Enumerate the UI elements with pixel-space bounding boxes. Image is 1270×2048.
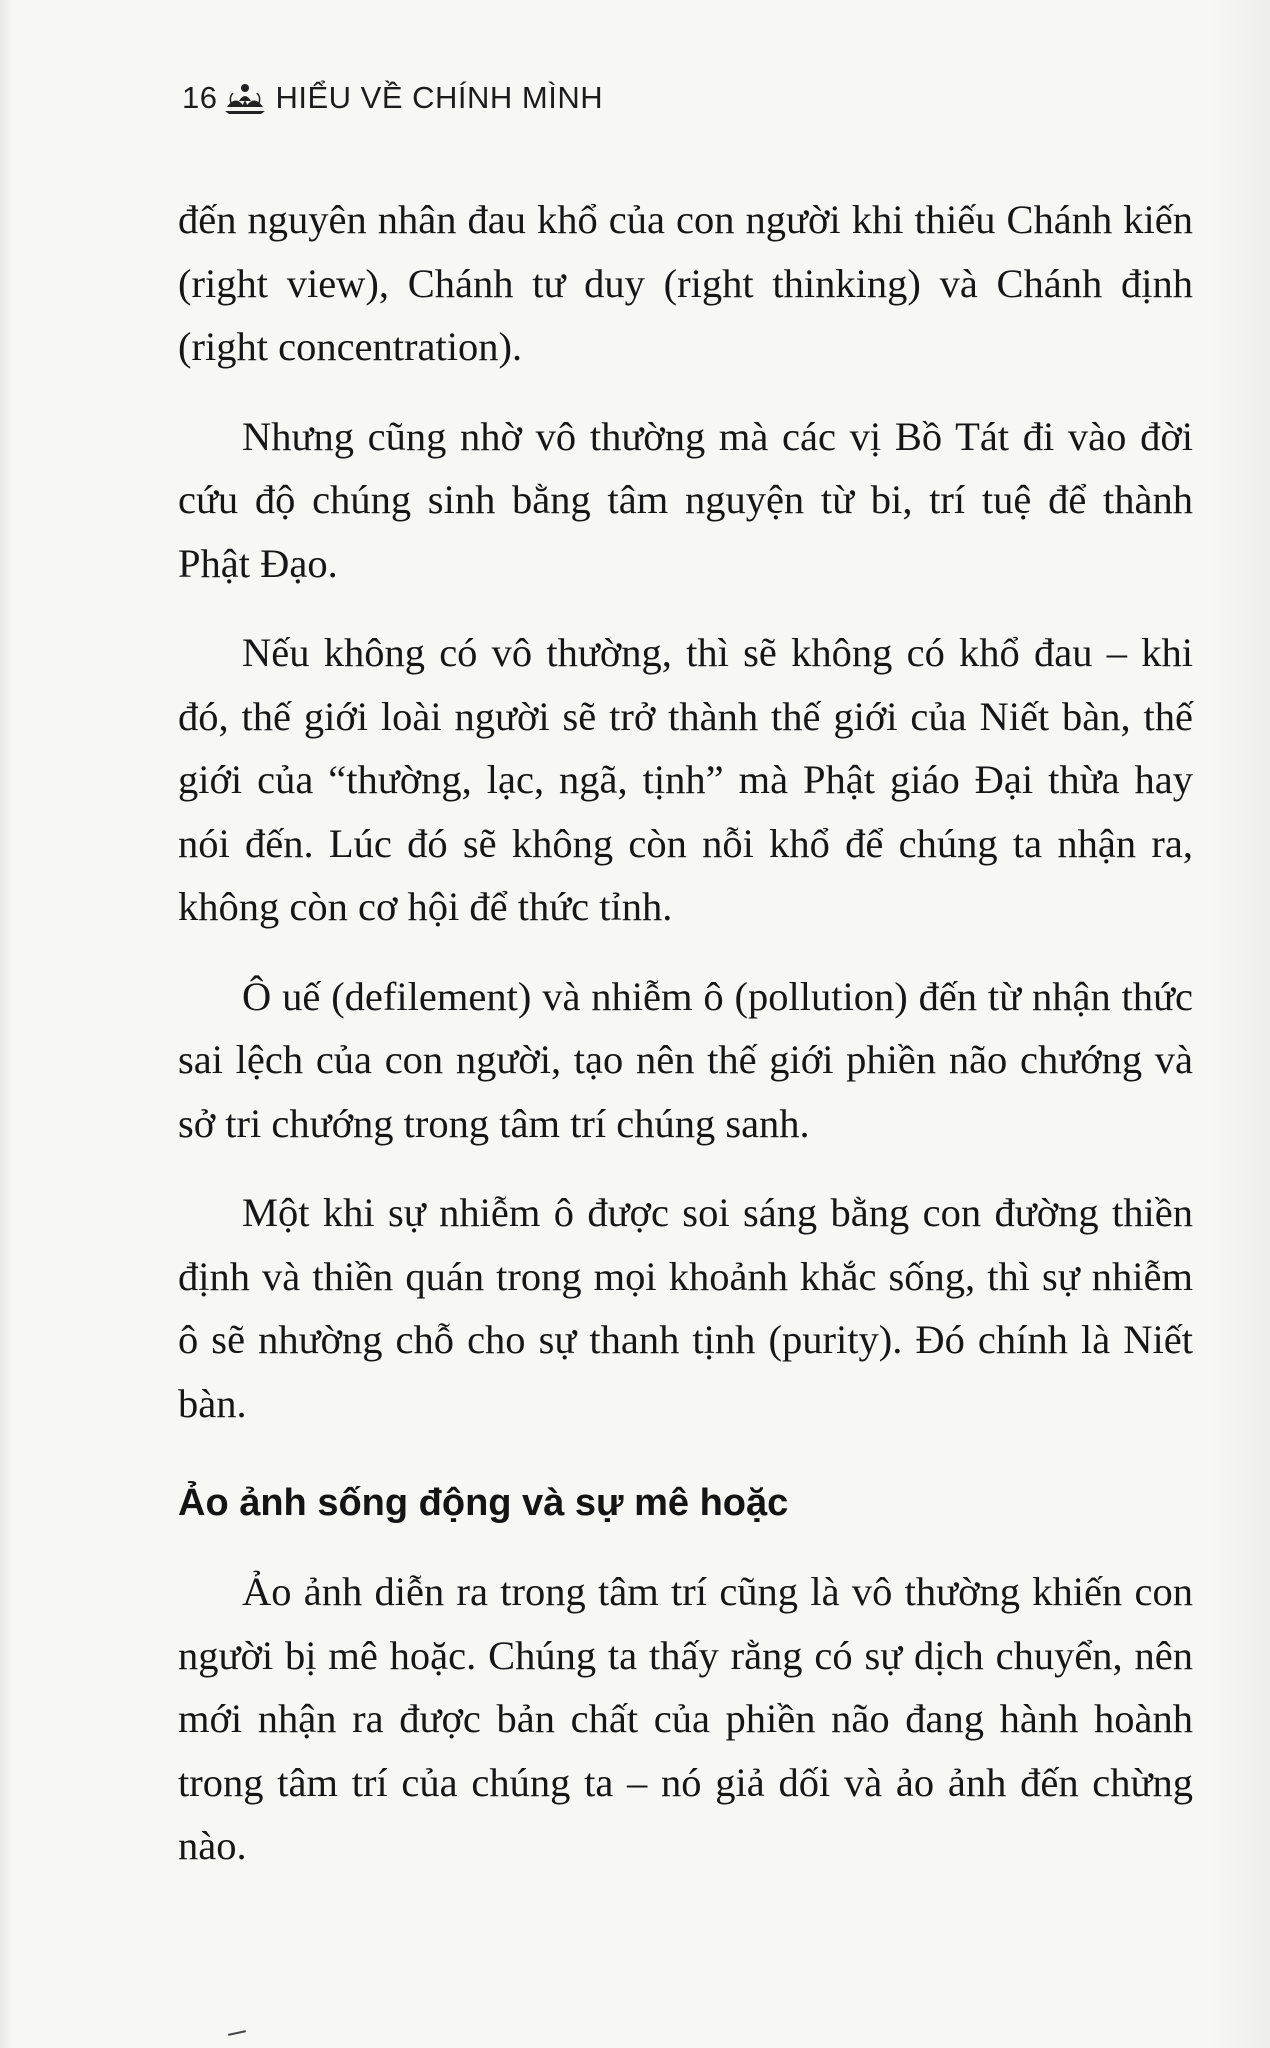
book-title: HIỂU VỀ CHÍNH MÌNH — [275, 80, 604, 115]
section-text — [178, 1560, 1193, 1878]
page-mark — [228, 2030, 246, 2036]
section-heading: Ảo ảnh sống động và sự mê hoặc — [178, 1482, 789, 1524]
main-text — [178, 188, 1193, 1435]
paragraph: đến nguyên nhân đau khổ của con người khi thiếu Chánh kiến (right view), Chánh tư duy (right thinking) và Chánh định (right concentration). — [178, 197, 1193, 369]
paragraph: Nếu không có vô thường, thì sẽ không có khổ đau – khi đó, thế giới loài người sẽ trở thành thế giới của Niết bàn, thế giới của “thường, lạc, ngã, tịnh” mà Phật giáo Đại thừa hay nói đến. Lúc đó sẽ không còn nỗi khổ để chúng ta nhận ra, không còn cơ hội để thức tỉnh. — [178, 630, 1193, 929]
lotus-buddha-icon — [223, 81, 267, 115]
page-gutter-shadow — [0, 0, 14, 2048]
page-edge-shadow — [1210, 0, 1270, 2048]
paragraph: Ảo ảnh diễn ra trong tâm trí cũng là vô thường khiến con người bị mê hoặc. Chúng ta thấy rằng có sự dịch chuyển, nên mới nhận ra được bản chất của phiền não đang hành hoành trong tâm trí của chúng ta – nó giả dối và ảo ảnh đến chừng nào. — [178, 1569, 1193, 1868]
page-number: 16 — [182, 80, 218, 115]
paragraph: Ô uế (defilement) và nhiễm ô (pollution) đến từ nhận thức sai lệch của con người, tạo nên thế giới phiền não chướng và sở tri chướng trong tâm trí chúng sanh. — [178, 973, 1193, 1146]
paragraph: Nhưng cũng nhờ vô thường mà các vị Bồ Tát đi vào đời cứu độ chúng sinh bằng tâm nguyện từ bi, trí tuệ để thành Phật Đạo. — [178, 413, 1193, 586]
paragraph: Một khi sự nhiễm ô được soi sáng bằng con đường thiền định và thiền quán trong mọi khoảnh khắc sống, thì sự nhiễm ô sẽ nhường chỗ cho sự thanh tịnh (purity). Đó chính là Niết bàn. — [178, 1190, 1193, 1426]
running-header — [182, 80, 603, 116]
